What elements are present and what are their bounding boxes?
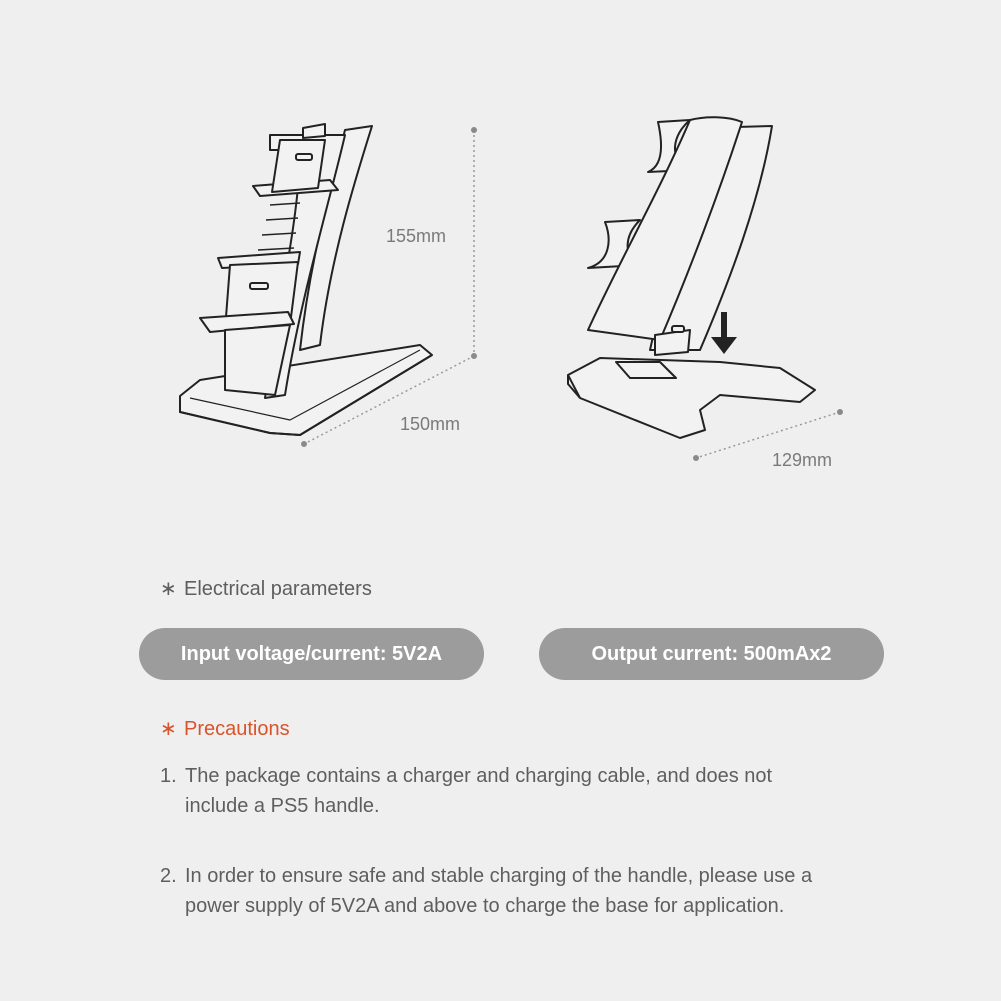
depth-dimension-label: 129mm bbox=[772, 450, 833, 470]
precautions-heading-text: Precautions bbox=[184, 718, 290, 740]
asterisk-icon: ∗ bbox=[160, 718, 177, 740]
output-current-badge: Output current: 500mAx2 bbox=[539, 628, 884, 680]
precaution-text: In order to ensure safe and stable charging of the handle, please use a power supply of 5V2A and above to charge the base for application. bbox=[185, 865, 813, 917]
input-voltage-badge: Input voltage/current: 5V2A bbox=[139, 628, 484, 680]
electrical-heading-text: Electrical parameters bbox=[184, 578, 372, 600]
precautions-heading bbox=[160, 716, 290, 741]
precaution-text: The package contains a charger and charging cable, and does not include a PS5 handle. bbox=[185, 765, 773, 817]
precaution-number: 2. bbox=[160, 865, 177, 887]
exploded-stand-drawing bbox=[568, 117, 815, 438]
precaution-number: 1. bbox=[160, 765, 177, 787]
precaution-item-2 bbox=[160, 861, 840, 921]
assembled-stand-drawing bbox=[180, 124, 432, 435]
asterisk-icon: ∗ bbox=[160, 578, 177, 600]
width-dimension-label: 150mm bbox=[400, 414, 461, 434]
electrical-parameters-heading bbox=[160, 576, 372, 601]
precaution-item-1 bbox=[160, 761, 840, 821]
height-dimension-label: 155mm bbox=[386, 226, 447, 246]
